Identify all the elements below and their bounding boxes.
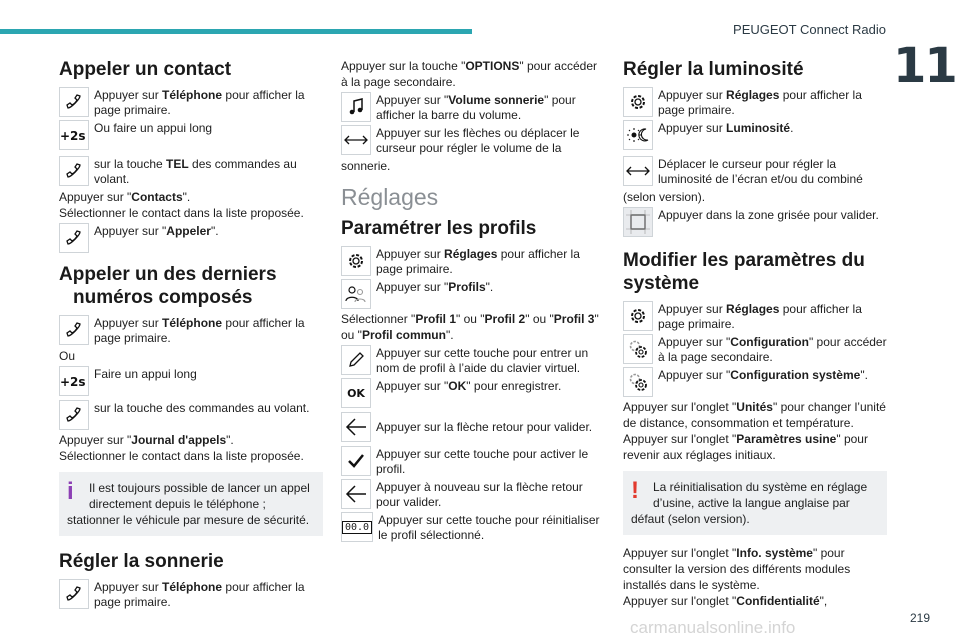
note-text: Il est toujours possible de lancer un appel directement depuis le téléphone ; (89, 481, 310, 511)
warning-icon: ! (631, 477, 639, 504)
header-accent-bar (0, 29, 472, 34)
text: sur la touche (94, 157, 167, 171)
reset-icon (341, 512, 373, 542)
text: Appuyer sur la flèche retour pour valider. (376, 420, 593, 434)
text: Appuyer sur (94, 316, 163, 330)
text-bold: Téléphone (162, 88, 223, 102)
step-row (59, 579, 323, 610)
text: Appuyer sur " (658, 335, 731, 349)
step-row (341, 446, 603, 477)
text: ". (485, 280, 494, 294)
pencil-icon (341, 345, 371, 375)
step-row (341, 279, 603, 309)
step-row (59, 156, 323, 187)
long-press-2s-icon (59, 120, 89, 150)
step-row (341, 412, 603, 442)
text: ", (819, 594, 828, 608)
text-bold: Journal d'appels (131, 433, 227, 447)
text: Appuyer sur l'onglet " (623, 594, 737, 608)
step-row (623, 156, 887, 187)
step-row (59, 223, 323, 253)
text: Appuyer sur (658, 121, 727, 135)
text: des commandes au volant. (94, 157, 297, 186)
text-bold: Profil 2 (484, 312, 526, 326)
text: Appuyer sur les flèches ou déplacer le curseur pour régler le volume de la (376, 126, 580, 155)
text: " ou " (456, 312, 485, 326)
paragraph: Ou (59, 349, 76, 363)
note-text: La réinitialisation du système en réglage d’usine, active la langue anglaise par (653, 480, 868, 510)
info-icon: i (67, 478, 74, 505)
text-bold: Profil 1 (415, 312, 456, 326)
text-bold: Paramètres usine (736, 432, 837, 446)
back-arrow-icon (341, 479, 371, 509)
text: Appuyer à nouveau sur la flèche retour pour valider. (376, 480, 583, 509)
info-note (59, 472, 323, 536)
text-bold: Profils (448, 280, 486, 294)
gear-icon (341, 246, 371, 276)
section-title-brightness: Régler la luminosité (623, 59, 804, 80)
chapter-title-settings: Réglages (341, 184, 439, 210)
text: " ou " (525, 312, 554, 326)
ok-key-label: OK (347, 386, 365, 400)
text: Ou faire un appui long (94, 121, 213, 135)
text: pour afficher la page primaire. (376, 247, 580, 276)
text: Appuyer sur (94, 88, 163, 102)
paragraph: sonnerie. (341, 159, 391, 173)
step-row (341, 479, 603, 510)
text: " pour revenir aux réglages initiaux. (623, 432, 868, 462)
svg-text:+2s: +2s (60, 375, 86, 388)
warning-note (623, 471, 887, 535)
text: ". (210, 224, 219, 238)
section-title-call-contact: Appeler un contact (59, 59, 232, 80)
paragraph: Sélectionner le contact dans la liste proposée. (59, 206, 304, 220)
step-row (59, 87, 323, 118)
text-bold: TEL (166, 157, 189, 171)
text: ". (182, 190, 191, 204)
svg-text:+2s: +2s (60, 129, 86, 142)
text: Appuyer sur l'onglet " (623, 546, 737, 560)
text-bold: Profil commun (361, 328, 446, 342)
column-1 (59, 52, 323, 612)
section-title-system-settings: Modifier les paramètres du système (623, 250, 865, 294)
text: " pour afficher la barre du volume. (376, 93, 576, 122)
text: pour afficher la page primaire. (658, 302, 862, 331)
text-bold: Confidentialité (736, 594, 820, 608)
step-row (341, 125, 603, 156)
text-bold: Réglages (444, 247, 498, 261)
text: " ou " (341, 312, 599, 342)
gears-configuration-icon (623, 334, 653, 364)
text: Appuyer sur (658, 302, 727, 316)
text-bold: Téléphone (162, 580, 223, 594)
section-title-recent-calls: Appeler un des derniers numéros composés (59, 264, 277, 308)
phone-handset-icon (59, 315, 89, 345)
step-row (623, 207, 887, 237)
reset-key-label: 00.0 (342, 521, 372, 534)
note-text: défaut (selon version). (631, 512, 750, 526)
text: Appuyer sur cette touche pour activer le profil. (376, 447, 589, 476)
phone-handset-icon (59, 400, 89, 430)
text-bold: OPTIONS (465, 59, 520, 73)
text-bold: Profil 3 (553, 312, 595, 326)
text: pour afficher la page primaire. (658, 88, 862, 117)
chapter-number: 11 (893, 38, 956, 94)
text-bold: Configuration (730, 335, 809, 349)
text-bold: Volume sonnerie (448, 93, 545, 107)
text: " pour consulter la version des différents modules installés dans le système. (623, 546, 851, 592)
note-text: stationner le véhicule par mesure de sécurité. (67, 513, 310, 527)
section-title-profiles: Paramétrer les profils (341, 218, 537, 239)
step-row (59, 400, 323, 430)
text: " pour enregistrer. (466, 379, 562, 393)
text-bold: Info. système (736, 546, 813, 560)
text: Appuyer sur cette touche pour réinitialiser le profil sélectionné. (378, 513, 600, 542)
left-right-arrows-icon (341, 125, 371, 155)
column-3 (623, 52, 887, 609)
text: " pour accéder à la page secondaire. (658, 335, 887, 364)
text-bold: Luminosité (726, 121, 791, 135)
checkmark-icon (341, 446, 371, 476)
text: pour afficher la page primaire. (94, 580, 305, 609)
text: Sélectionner " (341, 312, 416, 326)
profile-users-icon (341, 279, 371, 309)
text: Appuyer sur " (376, 379, 449, 393)
phone-handset-icon (59, 156, 89, 186)
paragraph: Sélectionner le contact dans la liste proposée. (59, 449, 304, 463)
text: Appuyer sur cette touche pour entrer un nom de profil à l’aide du clavier virtuel. (376, 346, 589, 375)
text-bold: Téléphone (162, 316, 223, 330)
text: Appuyer sur " (376, 93, 449, 107)
text: " pour accéder à la page secondaire. (341, 59, 597, 89)
text: ". (445, 328, 454, 342)
music-note-icon (341, 92, 371, 122)
text: pour afficher la page primaire. (94, 316, 305, 345)
phone-handset-icon (59, 87, 89, 117)
step-row (341, 512, 603, 543)
step-row (623, 87, 887, 118)
text: Appuyer dans la zone grisée pour valider. (658, 208, 879, 222)
text: Faire un appui long (94, 367, 197, 381)
watermark: carmanualsonline.info (630, 618, 796, 637)
text-bold: Contacts (131, 190, 183, 204)
text-bold: OK (448, 379, 467, 393)
text: Appuyer sur l'onglet " (623, 400, 737, 414)
step-row (341, 92, 603, 123)
text: " pour changer l’unité de distance, consommation et température. (623, 400, 886, 430)
step-row (623, 367, 887, 397)
column-2 (341, 58, 603, 545)
brightness-icon (623, 120, 653, 150)
text: Appuyer sur (658, 88, 727, 102)
ok-key-icon (341, 378, 371, 408)
step-row (59, 366, 323, 396)
text-bold: Unités (736, 400, 773, 414)
step-row (341, 345, 603, 376)
step-row (623, 301, 887, 332)
header-title: PEUGEOT Connect Radio (733, 22, 886, 37)
step-row (341, 378, 603, 408)
text: Appuyer sur (376, 247, 445, 261)
long-press-2s-icon (59, 366, 89, 396)
gears-system-icon (623, 367, 653, 397)
text: Déplacer le curseur pour régler la luminosité de l’écran et/ou du combiné (658, 157, 863, 186)
back-arrow-icon (341, 412, 371, 442)
text: ". (860, 368, 868, 382)
text: Appuyer sur " (658, 368, 731, 382)
phone-handset-icon (59, 223, 89, 253)
grey-zone-icon (623, 207, 653, 237)
text-bold: Appeler (166, 224, 211, 238)
gear-icon (623, 301, 653, 331)
text: Appuyer sur " (94, 224, 167, 238)
text: ". (226, 433, 234, 447)
text: sur la touche des commandes au volant. (94, 401, 310, 415)
text: Appuyer sur " (376, 280, 449, 294)
paragraph: (selon version). (623, 190, 706, 204)
text-bold: Configuration système (730, 368, 861, 382)
text: pour afficher la page primaire. (94, 88, 305, 117)
step-row (59, 120, 323, 150)
text: Appuyer sur la touche " (341, 59, 466, 73)
text-bold: Réglages (726, 302, 780, 316)
text-bold: Réglages (726, 88, 780, 102)
step-row (623, 120, 887, 150)
text: Appuyer sur " (59, 190, 132, 204)
text: Appuyer sur " (59, 433, 132, 447)
text: . (790, 121, 794, 135)
page-number: 219 (910, 611, 931, 625)
step-row (341, 246, 603, 277)
step-row (623, 334, 887, 365)
phone-handset-icon (59, 579, 89, 609)
text: Appuyer sur (94, 580, 163, 594)
left-right-arrows-icon (623, 156, 653, 186)
gear-icon (623, 87, 653, 117)
text: Appuyer sur l'onglet " (623, 432, 737, 446)
step-row (59, 315, 323, 346)
section-title-ringtone: Régler la sonnerie (59, 551, 224, 572)
